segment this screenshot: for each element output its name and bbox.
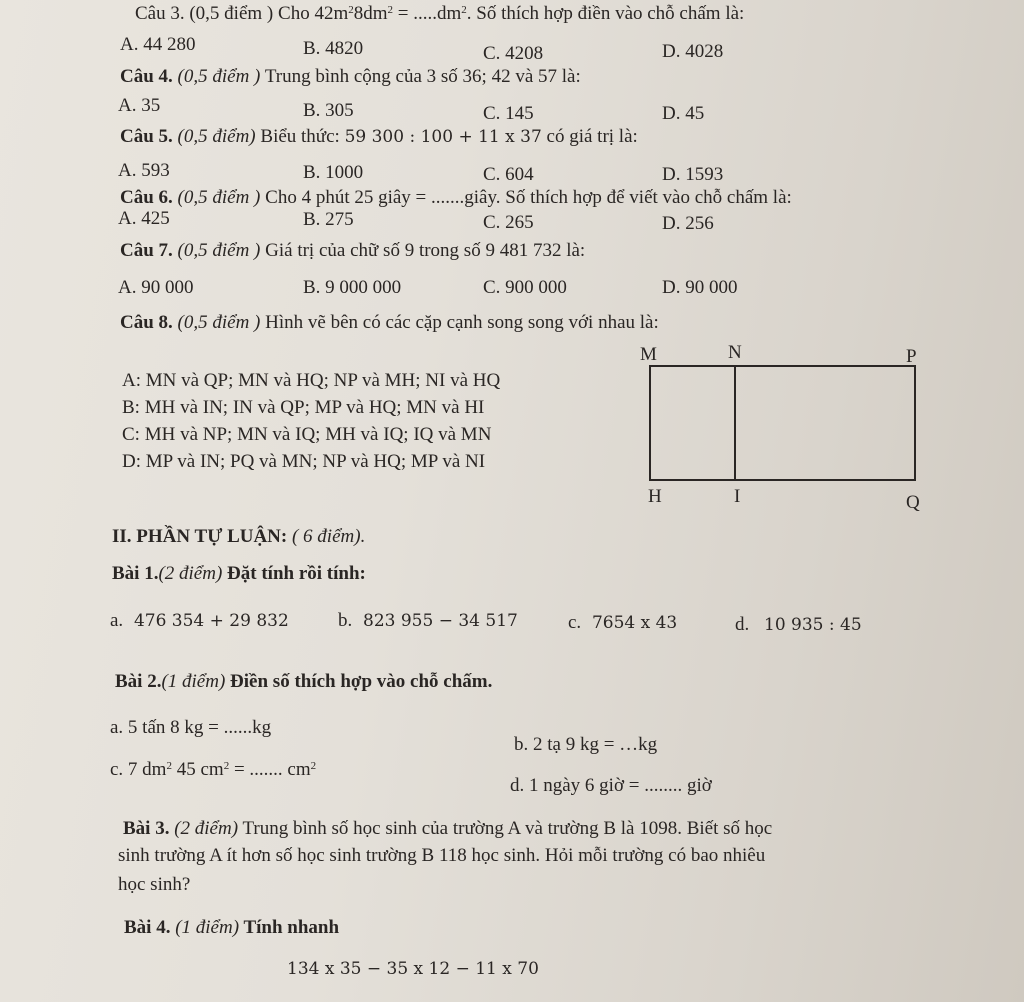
figure-rectangle-mpqh bbox=[650, 366, 915, 480]
bai2-c-post: = ....... cm bbox=[229, 759, 311, 780]
q5-head: Câu 5. bbox=[120, 126, 173, 147]
bai4-line bbox=[124, 917, 339, 939]
q8-head: Câu 8. bbox=[120, 312, 173, 333]
q3-head: Câu 3. (0,5 điểm ) bbox=[135, 3, 274, 24]
q6-points: (0,5 điểm ) bbox=[177, 187, 261, 208]
figure-label-h: H bbox=[648, 486, 662, 507]
bai3-line2: sinh trường A ít hơn số học sinh trường B 118 học sinh. Hỏi mỗi trường có bao nhiêu bbox=[118, 845, 766, 866]
rectangle-figure bbox=[620, 330, 940, 520]
q6-option-b: B. 275 bbox=[303, 209, 354, 230]
q3-option-b: B. 4820 bbox=[303, 38, 364, 59]
bai1-head: Bài 1. bbox=[112, 563, 159, 584]
q5-option-d: D. 1593 bbox=[662, 164, 724, 185]
bai2-c-pre: c. 7 dm bbox=[110, 759, 167, 780]
q8-points: (0,5 điểm ) bbox=[177, 312, 261, 333]
bai1-item-d bbox=[735, 614, 862, 636]
q3-text-b: 8dm bbox=[353, 3, 388, 24]
q4-option-a: A. 35 bbox=[118, 95, 161, 116]
bai1-text: Đặt tính rồi tính: bbox=[222, 563, 366, 584]
bai2-head: Bài 2. bbox=[115, 671, 162, 692]
q4-option-b: B. 305 bbox=[303, 100, 354, 121]
q3-option-a: A. 44 280 bbox=[120, 34, 196, 55]
q3-sup1: 2 bbox=[348, 4, 354, 16]
bai2-item-b: b. 2 tạ 9 kg = …kg bbox=[514, 734, 658, 755]
q8-option-a: A: MN và QP; MN và HQ; NP và MH; NI và HQ bbox=[122, 370, 501, 391]
bai3-points: (2 điểm) bbox=[174, 818, 239, 839]
q8-line bbox=[120, 312, 659, 334]
q7-line bbox=[120, 240, 585, 262]
bai4-expression: 134 x 35 − 35 x 12 − 11 x 70 bbox=[287, 959, 539, 979]
bai1-item-c-label: c. bbox=[568, 612, 582, 633]
q7-points: (0,5 điểm ) bbox=[177, 240, 261, 261]
q4-option-c: C. 145 bbox=[483, 103, 534, 124]
figure-label-q: Q bbox=[906, 492, 920, 513]
bai2-line bbox=[115, 671, 492, 693]
q6-option-a: A. 425 bbox=[118, 208, 170, 229]
q5-points: (0,5 điểm) bbox=[177, 126, 256, 147]
bai3-head: Bài 3. bbox=[123, 818, 170, 839]
q8-option-b: B: MH và IN; IN và QP; MP và HQ; MN và HI bbox=[122, 397, 485, 418]
bai2-c-sup3: 2 bbox=[310, 760, 317, 772]
bai2-text: Điền số thích hợp vào chỗ chấm. bbox=[225, 671, 493, 692]
q3-sup2: 2 bbox=[387, 4, 393, 16]
q4-points: (0,5 điểm ) bbox=[177, 66, 261, 87]
bai1-item-a bbox=[110, 610, 289, 632]
bai1-line bbox=[112, 563, 366, 585]
bai2-points: (1 điểm) bbox=[161, 671, 226, 692]
bai3-text1: Trung bình số học sinh của trường A và trường B là 1098. Biết số học bbox=[238, 818, 773, 839]
bai1-item-d-expr: 10 935 : 45 bbox=[764, 615, 862, 635]
q5-text-b: có giá trị là: bbox=[541, 126, 638, 147]
q7-text: Giá trị của chữ số 9 trong số 9 481 732 là: bbox=[265, 240, 586, 261]
bai1-item-d-label: d. bbox=[735, 614, 750, 635]
q6-option-d: D. 256 bbox=[662, 213, 714, 234]
bai1-item-a-expr: 476 354 + 29 832 bbox=[133, 611, 289, 631]
bai2-c-mid: 45 cm bbox=[171, 759, 224, 780]
part2-points: ( 6 điểm). bbox=[291, 526, 366, 547]
q3-text-c: = .....dm bbox=[393, 3, 462, 24]
q8-option-d: D: MP và IN; PQ và MN; NP và HQ; MP và NI bbox=[122, 451, 486, 472]
q3-option-d: D. 4028 bbox=[662, 41, 724, 62]
bai1-item-c bbox=[568, 612, 677, 634]
q8-text: Hình vẽ bên có các cặp cạnh song song với nhau là: bbox=[265, 312, 659, 333]
bai2-item-c bbox=[110, 759, 316, 781]
q5-text-a: Biểu thức: bbox=[260, 126, 345, 147]
bai1-item-a-label: a. bbox=[110, 610, 124, 631]
part2-title: II. PHẦN TỰ LUẬN: bbox=[112, 526, 292, 547]
bai4-text: Tính nhanh bbox=[239, 917, 340, 938]
bai4-head: Bài 4. bbox=[124, 917, 171, 938]
bai1-item-b bbox=[338, 610, 518, 632]
q8-option-c: C: MH và NP; MN và IQ; MH và IQ; IQ và MN bbox=[122, 424, 492, 445]
q5-option-b: B. 1000 bbox=[303, 162, 364, 183]
q5-option-c: C. 604 bbox=[483, 164, 534, 185]
q4-text: Trung bình cộng của 3 số 36; 42 và 57 là: bbox=[264, 66, 581, 87]
q3-line bbox=[135, 3, 744, 25]
figure-label-i: I bbox=[734, 486, 741, 507]
bai4-points: (1 điểm) bbox=[175, 917, 240, 938]
q7-head: Câu 7. bbox=[120, 240, 173, 261]
bai2-item-a: a. 5 tấn 8 kg = ......kg bbox=[110, 717, 272, 738]
figure-label-p: P bbox=[906, 346, 917, 367]
bai1-item-b-label: b. bbox=[338, 610, 353, 631]
q3-text-d: . Số thích hợp điền vào chỗ chấm là: bbox=[466, 3, 745, 24]
q6-head: Câu 6. bbox=[120, 187, 173, 208]
q7-option-b: B. 9 000 000 bbox=[303, 277, 402, 298]
q5-expression: 59 300 : 100 + 11 x 37 bbox=[344, 127, 542, 147]
q4-line bbox=[120, 66, 581, 88]
bai3-line3: học sinh? bbox=[118, 874, 191, 895]
q6-text: Cho 4 phút 25 giây = .......giây. Số thích hợp để viết vào chỗ chấm là: bbox=[265, 187, 792, 208]
bai2-c-sup1: 2 bbox=[166, 760, 172, 772]
bai1-item-c-expr: 7654 x 43 bbox=[591, 613, 678, 633]
bai3-line1 bbox=[123, 818, 772, 840]
bai2-item-d: d. 1 ngày 6 giờ = ........ giờ bbox=[510, 775, 712, 796]
q5-option-a: A. 593 bbox=[118, 160, 170, 181]
q3-sup3: 2 bbox=[461, 4, 467, 16]
bai2-c-sup2: 2 bbox=[223, 760, 230, 772]
q6-line bbox=[120, 187, 792, 209]
bai1-item-b-expr: 823 955 − 34 517 bbox=[363, 611, 518, 631]
q7-option-a: A. 90 000 bbox=[118, 277, 194, 298]
q7-option-c: C. 900 000 bbox=[483, 277, 567, 298]
q7-option-d: D. 90 000 bbox=[662, 277, 738, 298]
q4-head: Câu 4. bbox=[120, 66, 173, 87]
q5-line bbox=[120, 126, 638, 148]
part2-heading bbox=[112, 526, 365, 548]
q3-option-c: C. 4208 bbox=[483, 43, 544, 64]
bai1-points: (2 điểm) bbox=[158, 563, 223, 584]
q3-text-a: Cho 42m bbox=[278, 3, 349, 24]
q6-option-c: C. 265 bbox=[483, 212, 534, 233]
figure-label-n: N bbox=[728, 342, 742, 363]
figure-label-m: M bbox=[640, 344, 657, 365]
q4-option-d: D. 45 bbox=[662, 103, 705, 124]
